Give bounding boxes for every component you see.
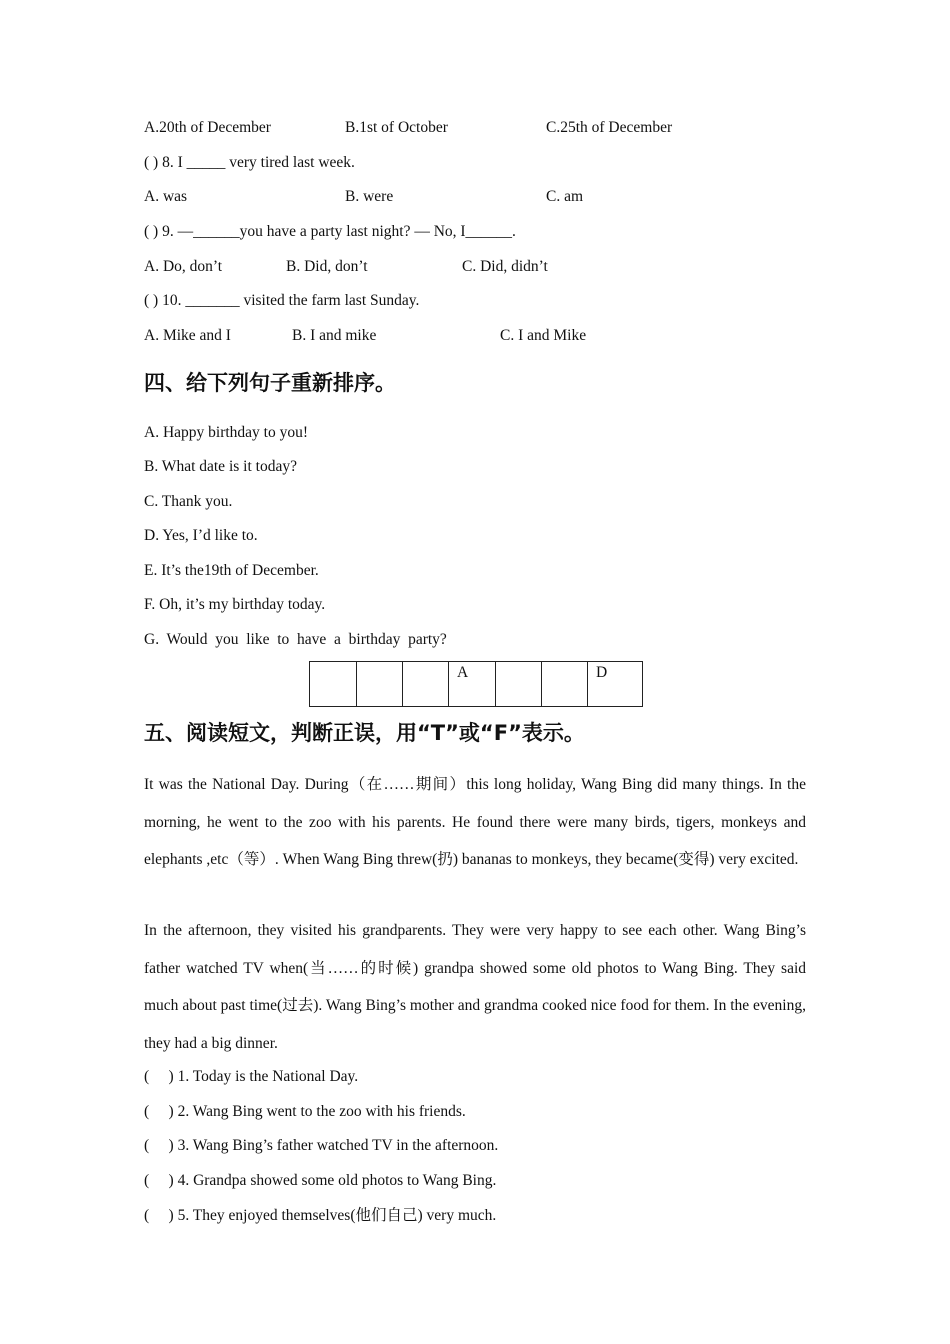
question-9: ( ) 9. —______you have a party last night? — No, I______. bbox=[144, 223, 516, 240]
sentence-a: A. Happy birthday to you! bbox=[144, 424, 309, 441]
sentence-d: D. Yes, I’d like to. bbox=[144, 527, 258, 544]
question-10: ( ) 10. _______ visited the farm last Sunday. bbox=[144, 292, 420, 309]
answer-box-4[interactable]: A bbox=[449, 662, 496, 707]
q7-option-c: C.25th of December bbox=[546, 119, 673, 136]
order-answer-table bbox=[309, 661, 643, 707]
tf-question-2: ( ) 2. Wang Bing went to the zoo with his friends. bbox=[144, 1103, 466, 1120]
question-8: ( ) 8. I _____ very tired last week. bbox=[144, 154, 355, 171]
answer-box-7[interactable]: D bbox=[588, 662, 643, 707]
q7-option-a: A.20th of December bbox=[144, 119, 271, 136]
q9-option-a: A. Do, don’t bbox=[144, 258, 223, 275]
answer-box-2[interactable] bbox=[357, 662, 403, 707]
answer-box-6[interactable] bbox=[542, 662, 588, 707]
sentence-f: F. Oh, it’s my birthday today. bbox=[144, 596, 326, 613]
sentence-g: G. Would you like to have a birthday party? bbox=[144, 631, 447, 648]
section-4-title: 四、给下列句子重新排序。 bbox=[144, 371, 396, 395]
q10-option-a: A. Mike and I bbox=[144, 327, 231, 344]
q8-option-a: A. was bbox=[144, 188, 188, 205]
tf-question-3: ( ) 3. Wang Bing’s father watched TV in the afternoon. bbox=[144, 1137, 499, 1154]
q7-option-b: B.1st of October bbox=[345, 119, 448, 136]
q8-option-b: B. were bbox=[345, 188, 394, 205]
answer-box-1[interactable] bbox=[310, 662, 357, 707]
reading-paragraph-1: It was the National Day. During（在……期间）this long holiday, Wang Bing did many things. In the morning, he went to the zoo with his parents. He found there were many birds, tigers, monkeys and elephants ,etc（等）. When Wang Bing threw(扔) bananas to monkeys, they became(变得) very excited. bbox=[144, 776, 806, 868]
reading-paragraph-2: In the afternoon, they visited his grandparents. They were very happy to see each other. Wang Bing’s father watched TV when(当……的时候) grandpa showed some old photos to Wang Bing. They said much about past time(过去). Wang Bing’s mother and grandma cooked nice food for them. In the evening, they had a big dinner. bbox=[144, 922, 806, 1052]
sentence-c: C. Thank you. bbox=[144, 493, 233, 510]
answer-box-5[interactable] bbox=[496, 662, 542, 707]
section-5-title: 五、阅读短文，判断正误，用“T”或“F”表示。 bbox=[144, 721, 585, 745]
sentence-e: E. It’s the19th of December. bbox=[144, 562, 319, 579]
q8-option-c: C. am bbox=[546, 188, 584, 205]
q10-option-b: B. I and mike bbox=[292, 327, 377, 344]
q9-option-c: C. Did, didn’t bbox=[462, 258, 548, 275]
answer-box-3[interactable] bbox=[403, 662, 449, 707]
tf-question-4: ( ) 4. Grandpa showed some old photos to Wang Bing. bbox=[144, 1172, 497, 1189]
tf-question-1: ( ) 1. Today is the National Day. bbox=[144, 1068, 359, 1085]
tf-question-5: ( ) 5. They enjoyed themselves(他们自己) very much. bbox=[144, 1207, 497, 1224]
sentence-b: B. What date is it today? bbox=[144, 458, 297, 475]
q10-option-c: C. I and Mike bbox=[500, 327, 587, 344]
q9-option-b: B. Did, don’t bbox=[286, 258, 368, 275]
